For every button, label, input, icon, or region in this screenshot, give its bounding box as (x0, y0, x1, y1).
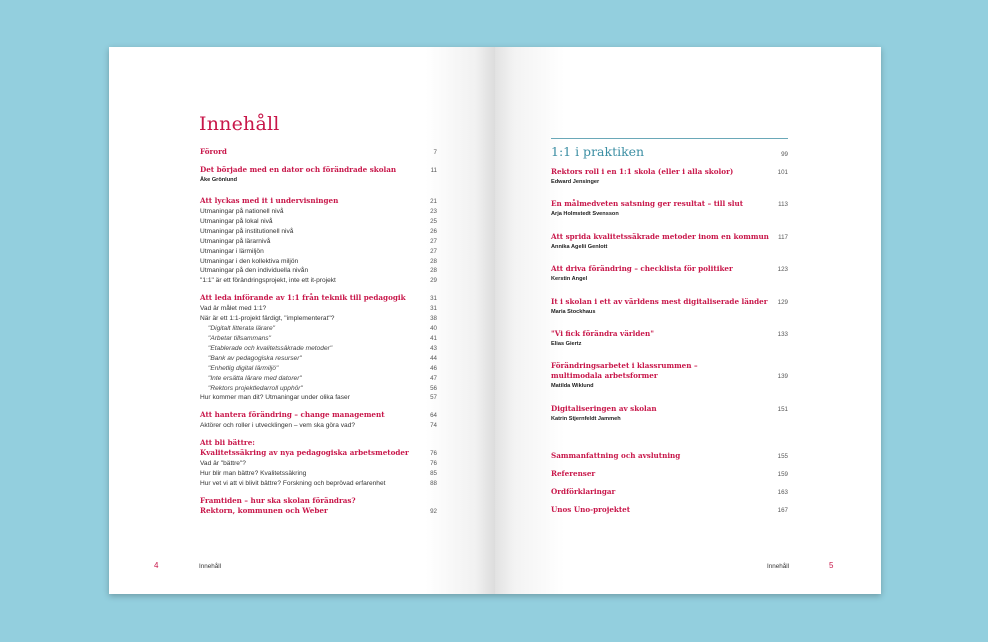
chapter-author: Maria Stockhaus (551, 308, 596, 315)
toc-label: "Digitalt litterata lärare" (208, 325, 275, 333)
toc-page-number: 26 (430, 227, 437, 235)
chapter-title: Att sprida kvalitetssäkrade metoder inom en kommun (551, 231, 769, 241)
endmatter-page-number: 159 (777, 471, 788, 478)
chapter-page-number: 113 (778, 201, 788, 209)
chapter-author: Kerstin Angel (551, 276, 588, 283)
section-header (551, 138, 788, 159)
toc-label: Utmaningar i den kollektiva miljön (200, 257, 299, 265)
toc-group (200, 293, 437, 403)
toc-entry (200, 374, 437, 384)
chapter-entry (551, 297, 788, 317)
endmatter-entry (551, 469, 788, 480)
toc-page-number: 7 (433, 149, 437, 156)
toc-group (200, 147, 437, 158)
chapter-title: Förändringsarbetet i klassrummen – (551, 361, 698, 371)
toc-page-number: 46 (430, 364, 437, 372)
toc-entry (200, 207, 437, 217)
toc-entry (200, 257, 437, 267)
toc-heading (200, 147, 437, 158)
toc-label: "1:1" är ett förändringsprojekt, inte ett it-projekt (200, 277, 336, 285)
toc-label: Åke Grönlund (200, 177, 237, 183)
chapter-author: Arja Holmstedt Svensson (551, 211, 619, 218)
toc-heading (200, 293, 437, 304)
chapter-title: Att driva förändring – checklista för politiker (551, 264, 733, 274)
section-page-number: 99 (781, 151, 788, 158)
toc-page-number: 40 (430, 325, 437, 333)
toc-label: Rektorn, kommunen och Weber (200, 505, 328, 515)
chapter-page-number: 139 (777, 373, 788, 381)
toc-label: Hur kommer man dit? Utmaningar under olika faser (200, 394, 350, 402)
toc-label: Vad är målet med 1:1? (200, 305, 267, 313)
endmatter-title: Ordförklaringar (551, 487, 616, 496)
toc-page-number: 64 (430, 412, 437, 420)
chapter-author: Elias Giertz (551, 340, 582, 347)
chapter-entry (551, 232, 788, 252)
toc-label: Utmaningar på nationell nivå (200, 208, 284, 215)
chapter-page-number: 117 (778, 233, 788, 241)
section-title: 1:1 i praktiken (551, 144, 645, 159)
chapter-entry (551, 167, 788, 187)
toc-page-number: 88 (430, 480, 437, 488)
toc-entry (200, 217, 437, 227)
chapter-entry (551, 264, 788, 284)
chapter-title: En målmedveten satsning ger resultat – till slut (551, 199, 744, 209)
toc-page-number: 38 (430, 315, 437, 323)
toc-page-number: 44 (430, 354, 437, 362)
endmatter-entry (551, 505, 788, 516)
toc-page-number: 11 (430, 167, 437, 174)
chapter-heading-cont (551, 371, 788, 382)
toc-entry (200, 384, 437, 394)
toc-page-number: 27 (430, 237, 437, 245)
toc-page-number: 76 (430, 460, 437, 468)
toc-heading (200, 410, 437, 421)
toc-page-number: 28 (430, 257, 437, 265)
page-title: Innehåll (199, 113, 280, 135)
chapter-heading (551, 297, 788, 308)
toc-label: Det började med en dator och förändrade skolan (200, 165, 397, 174)
toc-label: Utmaningar på den individuella nivån (200, 267, 309, 275)
toc-label: Att leda införande av 1:1 från teknik till pedagogik (200, 293, 406, 303)
chapter-author: Edward Jensinger (551, 179, 600, 185)
toc-group (200, 196, 437, 286)
toc-page-number: 57 (430, 394, 437, 402)
toc-entry (200, 459, 437, 469)
toc-entry (200, 421, 437, 431)
endmatter-entry (551, 451, 788, 462)
toc-label: Utmaningar på lokal nivå (200, 217, 273, 225)
toc-heading (200, 165, 437, 176)
chapter-author: Katrin Stjernfeldt Jammeh (551, 415, 621, 422)
toc-heading (200, 196, 437, 207)
toc-label: "Rektors projektledarroll upphör" (208, 384, 303, 392)
endmatter-page-number: 163 (777, 489, 788, 496)
toc-label: Att bli bättre: (200, 438, 255, 448)
chapter-heading (551, 199, 788, 210)
toc-entry (200, 227, 437, 237)
table-of-contents (200, 147, 437, 524)
page-number-right: 5 (829, 561, 834, 570)
right-page (495, 47, 881, 594)
toc-entry (200, 469, 437, 479)
toc-page-number: 47 (430, 374, 437, 382)
toc-label: Förord (200, 147, 227, 156)
chapter-heading (551, 361, 788, 371)
toc-page-number: 28 (430, 267, 437, 275)
chapter-entry (551, 199, 788, 219)
toc-label: Utmaningar på institutionell nivå (200, 227, 294, 235)
chapter-title-line2: multimodala arbetsformer (551, 371, 658, 381)
toc-page-number: 29 (430, 277, 437, 285)
toc-author (200, 176, 437, 185)
toc-entry (200, 237, 437, 247)
chapter-page-number: 151 (777, 405, 788, 413)
toc-label: När är ett 1:1-projekt färdigt, "implementerat"? (200, 315, 335, 323)
toc-entry (200, 344, 437, 354)
toc-page-number: 92 (430, 507, 437, 515)
toc-group (200, 438, 437, 489)
left-page (109, 47, 495, 594)
toc-heading (200, 496, 437, 506)
toc-label: "Bank av pedagogiska resurser" (208, 354, 302, 362)
toc-page-number: 21 (430, 198, 437, 205)
toc-label: Att hantera förändring – change management (200, 410, 385, 420)
endmatter-title: Unos Uno-projektet (551, 505, 631, 514)
chapter-heading (551, 232, 788, 243)
chapter-heading (551, 329, 788, 340)
toc-label: "Enhetlig digital lärmiljö" (208, 364, 279, 372)
toc-label: Aktörer och roller i utvecklingen – vem ska göra vad? (200, 422, 356, 430)
endmatter-title: Sammanfattning och avslutning (551, 451, 681, 460)
chapter-author: Matilda Wiklund (551, 383, 594, 390)
chapter-title: Rektors roll i en 1:1 skola (eller i alla skolor) (551, 167, 734, 176)
toc-heading (200, 448, 437, 459)
chapter-entry (551, 361, 788, 391)
toc-page-number: 31 (430, 305, 437, 313)
toc-label: "Etablerade och kvalitetssäkrade metoder" (208, 344, 333, 352)
toc-entry (200, 266, 437, 276)
chapter-title: "Vi fick förändra världen" (551, 328, 654, 338)
toc-label: Utmaningar på lärarnivå (200, 237, 271, 245)
toc-page-number: 25 (430, 217, 437, 225)
toc-entry (200, 276, 437, 286)
toc-label: Hur vet vi att vi blivit bättre? Forskning och beprövad erfarenhet (200, 480, 386, 488)
chapter-page-number: 123 (777, 266, 788, 274)
toc-group (200, 165, 437, 185)
endmatter-page-number: 155 (777, 453, 788, 460)
toc-page-number: 31 (430, 295, 437, 303)
endmatter-entry (551, 487, 788, 498)
toc-heading (200, 506, 437, 517)
page-number-left: 4 (154, 561, 159, 570)
toc-label: "Inte ersätta lärare med datorer" (208, 374, 302, 382)
chapter-entry (551, 329, 788, 349)
chapter-page-number: 129 (777, 298, 788, 306)
chapter-page-number: 101 (777, 169, 788, 176)
chapter-list (551, 167, 788, 436)
toc-entry (200, 304, 437, 314)
toc-page-number: 56 (430, 384, 437, 392)
running-head-right: Innehåll (767, 563, 790, 570)
toc-entry (200, 364, 437, 374)
running-head-left: Innehåll (199, 563, 222, 570)
toc-label: Utmaningar i lärmiljön (200, 247, 264, 255)
toc-entry (200, 314, 437, 324)
toc-heading (200, 438, 437, 448)
endmatter-list (551, 451, 788, 523)
toc-group (200, 496, 437, 517)
toc-page-number: 27 (430, 247, 437, 255)
chapter-title: Digitaliseringen av skolan (551, 403, 657, 413)
chapter-entry (551, 404, 788, 424)
toc-page-number: 74 (430, 422, 437, 430)
endmatter-title: Referenser (551, 469, 596, 478)
toc-entry (200, 334, 437, 344)
toc-page-number: 76 (430, 450, 437, 458)
book-spread (109, 47, 881, 594)
toc-entry (200, 247, 437, 257)
toc-entry (200, 393, 437, 403)
chapter-page-number: 133 (777, 330, 788, 338)
toc-page-number: 85 (430, 470, 437, 478)
toc-entry (200, 354, 437, 364)
toc-label: Framtiden – hur ska skolan förändras? (200, 495, 356, 505)
chapter-heading (551, 404, 788, 415)
toc-page-number: 41 (430, 334, 437, 342)
chapter-heading (551, 167, 788, 178)
toc-page-number: 23 (430, 208, 437, 215)
toc-label: Kvalitetssäkring av nya pedagogiska arbetsmetoder (200, 448, 409, 458)
chapter-author: Annika Agelii Genlott (551, 243, 608, 250)
chapter-heading (551, 264, 788, 275)
toc-label: Att lyckas med it i undervisningen (200, 196, 339, 205)
endmatter-page-number: 167 (777, 507, 788, 514)
toc-group (200, 410, 437, 431)
chapter-title: It i skolan i ett av världens mest digitaliserade länder (551, 296, 768, 306)
toc-label: Vad är "bättre"? (200, 460, 246, 468)
toc-entry (200, 324, 437, 334)
toc-label: Hur blir man bättre? Kvalitetssäkring (200, 470, 307, 478)
toc-entry (200, 479, 437, 489)
toc-page-number: 43 (430, 344, 437, 352)
toc-label: "Arbetar tillsammans" (208, 334, 271, 342)
